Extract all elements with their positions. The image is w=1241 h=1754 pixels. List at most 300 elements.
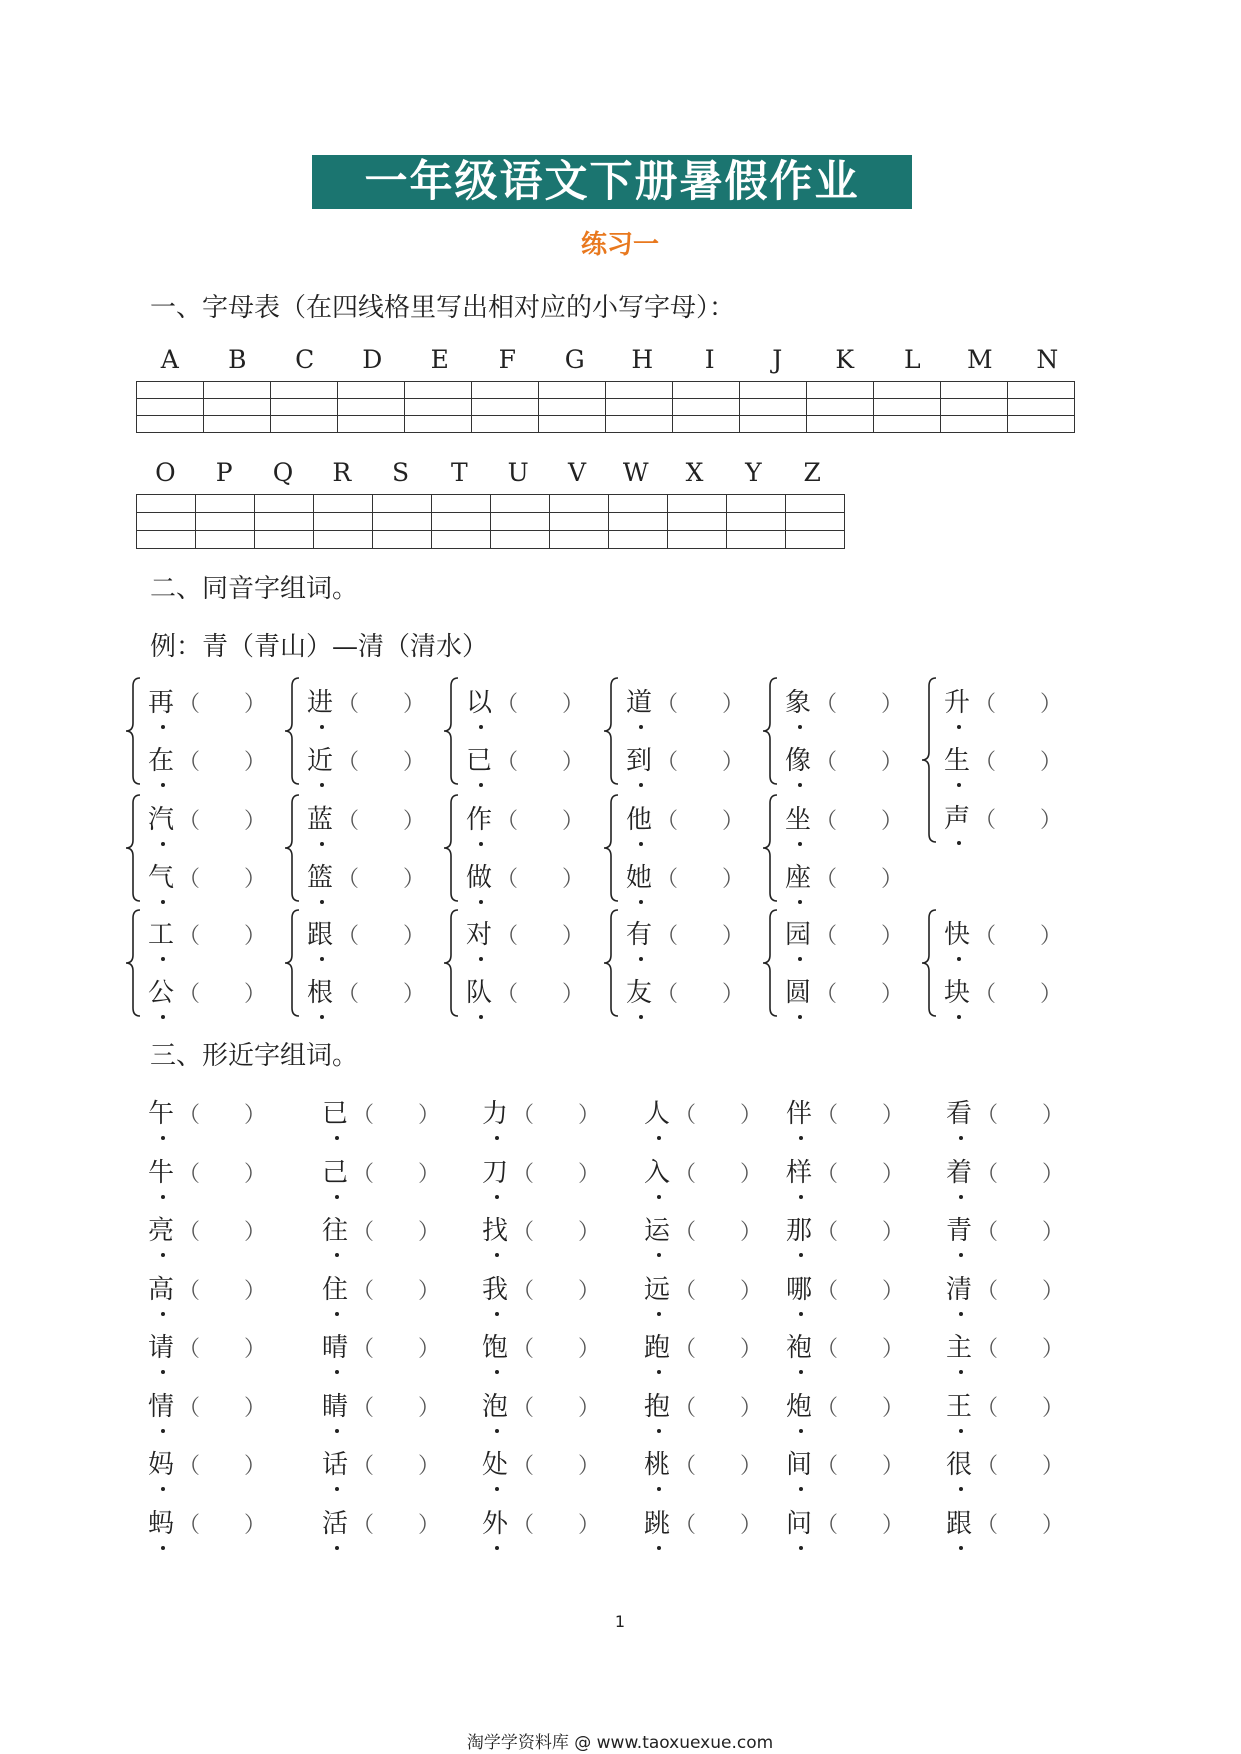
curly-brace <box>124 676 142 786</box>
word-cell <box>148 857 267 894</box>
character: 跑 <box>644 1327 674 1364</box>
word-cell <box>786 1269 905 1306</box>
word-cell <box>148 1152 267 1189</box>
answer-blank[interactable]: （ ） <box>976 1512 1065 1538</box>
character: 座 <box>785 857 815 894</box>
word-cell <box>785 682 904 719</box>
answer-blank[interactable]: （ ） <box>178 809 267 834</box>
word-cell <box>786 1152 905 1189</box>
alphabet-letter: V <box>567 458 586 487</box>
word-cell <box>644 1503 763 1540</box>
alphabet-letter: A <box>160 345 179 374</box>
answer-blank[interactable]: （ ） <box>178 1278 267 1304</box>
character: 进 <box>307 682 337 719</box>
word-cell <box>307 857 426 894</box>
answer-blank[interactable]: （ ） <box>178 692 267 717</box>
answer-blank[interactable]: （ ） <box>178 750 267 775</box>
answer-blank[interactable]: （ ） <box>496 692 585 717</box>
character: 主 <box>946 1327 976 1364</box>
character: 那 <box>786 1210 816 1247</box>
word-cell <box>148 1269 267 1306</box>
character: 已 <box>322 1093 352 1130</box>
character: 抱 <box>644 1386 674 1423</box>
character: 炮 <box>786 1386 816 1423</box>
character: 跟 <box>946 1503 976 1540</box>
word-cell <box>626 914 745 951</box>
word-cell <box>466 972 585 1009</box>
character: 篮 <box>307 857 337 894</box>
word-cell <box>786 1210 905 1247</box>
answer-blank[interactable]: （ ） <box>974 692 1063 717</box>
curly-brace <box>761 676 779 786</box>
word-cell <box>946 1503 1065 1540</box>
word-cell <box>322 1386 441 1423</box>
answer-blank[interactable]: （ ） <box>178 1103 267 1128</box>
word-cell <box>786 1386 905 1423</box>
curly-brace <box>920 908 938 1018</box>
character: 近 <box>307 740 337 777</box>
alphabet-row-2 <box>136 458 842 487</box>
character: 力 <box>482 1093 512 1130</box>
alphabet-letter: F <box>498 345 516 374</box>
answer-blank[interactable]: （ ） <box>496 750 585 775</box>
answer-blank[interactable]: （ ） <box>656 750 745 775</box>
word-cell <box>644 1327 763 1364</box>
character: 住 <box>322 1269 352 1306</box>
answer-blank[interactable]: （ ） <box>674 1512 763 1538</box>
word-cell <box>148 1386 267 1423</box>
character: 我 <box>482 1269 512 1306</box>
word-cell <box>944 972 1063 1009</box>
word-cell <box>626 799 745 836</box>
alphabet-letter: D <box>362 345 383 374</box>
word-cell <box>307 972 426 1009</box>
answer-blank[interactable]: （ ） <box>816 1161 905 1187</box>
character: 快 <box>944 914 974 951</box>
alphabet-letter: G <box>564 345 585 374</box>
word-cell <box>626 857 745 894</box>
answer-blank[interactable]: （ ） <box>512 1454 601 1479</box>
section2-example: 例：青（青山）—清（清水） <box>150 632 489 662</box>
word-cell <box>626 740 745 777</box>
word-cell <box>644 1269 763 1306</box>
character: 公 <box>148 972 178 1009</box>
answer-blank[interactable]: （ ） <box>496 982 585 1007</box>
word-cell <box>322 1210 441 1247</box>
answer-blank[interactable]: （ ） <box>337 982 426 1007</box>
curly-brace <box>442 676 460 786</box>
character: 对 <box>466 914 496 951</box>
word-cell <box>148 972 267 1009</box>
footer-watermark: 淘学学资料库 @ www.taoxuexue.com <box>466 1733 774 1753</box>
answer-blank[interactable]: （ ） <box>352 1337 441 1362</box>
character: 牛 <box>148 1152 178 1189</box>
answer-blank[interactable]: （ ） <box>337 809 426 834</box>
curly-brace <box>283 908 301 1018</box>
character: 看 <box>946 1093 976 1130</box>
answer-blank[interactable]: （ ） <box>816 1337 905 1362</box>
character: 园 <box>785 914 815 951</box>
word-cell <box>644 1444 763 1481</box>
alphabet-letter: J <box>772 345 783 374</box>
answer-blank[interactable]: （ ） <box>352 1161 441 1187</box>
character: 她 <box>626 857 656 894</box>
character: 哪 <box>786 1269 816 1306</box>
character: 汽 <box>148 799 178 836</box>
answer-blank[interactable]: （ ） <box>178 1337 267 1362</box>
character: 气 <box>148 857 178 894</box>
character: 妈 <box>148 1444 178 1481</box>
alphabet-letter: S <box>392 458 410 487</box>
word-cell <box>786 1444 905 1481</box>
answer-blank[interactable]: （ ） <box>674 1220 763 1245</box>
word-cell <box>946 1269 1065 1306</box>
character: 生 <box>944 740 974 777</box>
word-cell <box>148 1327 267 1364</box>
word-cell <box>307 799 426 836</box>
page-number: 1 <box>614 1612 626 1631</box>
character: 桃 <box>644 1444 674 1481</box>
answer-blank[interactable]: （ ） <box>976 1103 1065 1128</box>
word-cell <box>944 798 1063 835</box>
curly-brace <box>283 793 301 903</box>
answer-blank[interactable]: （ ） <box>512 1512 601 1538</box>
answer-blank[interactable]: （ ） <box>816 1278 905 1304</box>
character: 饱 <box>482 1327 512 1364</box>
answer-blank[interactable]: （ ） <box>337 750 426 775</box>
answer-blank[interactable]: （ ） <box>674 1103 763 1128</box>
word-cell <box>786 1503 905 1540</box>
character: 蓝 <box>307 799 337 836</box>
alphabet-letter: R <box>332 458 352 487</box>
alphabet-letter: Q <box>272 458 294 487</box>
four-line-grid-2 <box>136 494 845 549</box>
character: 块 <box>944 972 974 1009</box>
word-cell <box>148 1444 267 1481</box>
character: 活 <box>322 1503 352 1540</box>
curly-brace <box>602 908 620 1018</box>
character: 有 <box>626 914 656 951</box>
answer-blank[interactable]: （ ） <box>976 1220 1065 1245</box>
answer-blank[interactable]: （ ） <box>816 1454 905 1479</box>
character: 跟 <box>307 914 337 951</box>
word-cell <box>785 740 904 777</box>
section1-heading: 一、字母表（在四线格里写出相对应的小写字母）： <box>150 293 736 323</box>
answer-blank[interactable]: （ ） <box>496 867 585 892</box>
word-cell <box>644 1093 763 1130</box>
character: 着 <box>946 1152 976 1189</box>
character: 再 <box>148 682 178 719</box>
word-cell <box>946 1210 1065 1247</box>
alphabet-letter: E <box>430 345 449 374</box>
answer-blank[interactable]: （ ） <box>976 1278 1065 1304</box>
character: 蚂 <box>148 1503 178 1540</box>
answer-blank[interactable]: （ ） <box>512 1220 601 1245</box>
character: 泡 <box>482 1386 512 1423</box>
alphabet-letter: C <box>295 345 315 374</box>
character: 升 <box>944 682 974 719</box>
word-cell <box>482 1444 601 1481</box>
character: 在 <box>148 740 178 777</box>
curly-brace <box>124 793 142 903</box>
answer-blank[interactable]: （ ） <box>976 1454 1065 1479</box>
answer-blank[interactable]: （ ） <box>815 750 904 775</box>
word-cell <box>322 1444 441 1481</box>
character: 请 <box>148 1327 178 1364</box>
answer-blank[interactable]: （ ） <box>656 692 745 717</box>
word-cell <box>482 1503 601 1540</box>
character: 远 <box>644 1269 674 1306</box>
character: 到 <box>626 740 656 777</box>
answer-blank[interactable]: （ ） <box>352 1103 441 1128</box>
word-cell <box>322 1503 441 1540</box>
answer-blank[interactable]: （ ） <box>178 924 267 949</box>
answer-blank[interactable]: （ ） <box>512 1161 601 1187</box>
answer-blank[interactable]: （ ） <box>352 1454 441 1479</box>
character: 像 <box>785 740 815 777</box>
exercise-subtitle: 练习一 <box>580 230 659 260</box>
answer-blank[interactable]: （ ） <box>178 1454 267 1479</box>
word-cell <box>322 1093 441 1130</box>
curly-brace <box>761 908 779 1018</box>
answer-blank[interactable]: （ ） <box>816 1395 905 1421</box>
word-cell <box>785 799 904 836</box>
character: 晴 <box>322 1327 352 1364</box>
alphabet-letter: U <box>507 458 529 487</box>
word-cell <box>466 914 585 951</box>
answer-blank[interactable]: （ ） <box>976 1395 1065 1421</box>
word-cell <box>466 799 585 836</box>
alphabet-letter: M <box>966 345 993 374</box>
alphabet-row-1 <box>136 345 1081 374</box>
answer-blank[interactable]: （ ） <box>178 1220 267 1245</box>
answer-blank[interactable]: （ ） <box>815 692 904 717</box>
character: 工 <box>148 914 178 951</box>
word-cell <box>626 682 745 719</box>
word-cell <box>785 914 904 951</box>
character: 往 <box>322 1210 352 1247</box>
word-cell <box>148 1503 267 1540</box>
character: 已 <box>466 740 496 777</box>
word-cell <box>307 740 426 777</box>
character: 袍 <box>786 1327 816 1364</box>
character: 话 <box>322 1444 352 1481</box>
answer-blank[interactable]: （ ） <box>974 924 1063 949</box>
answer-blank[interactable]: （ ） <box>178 982 267 1007</box>
answer-blank[interactable]: （ ） <box>656 867 745 892</box>
character: 刀 <box>482 1152 512 1189</box>
word-cell <box>482 1386 601 1423</box>
character: 问 <box>786 1503 816 1540</box>
answer-blank[interactable]: （ ） <box>352 1512 441 1538</box>
answer-blank[interactable]: （ ） <box>178 867 267 892</box>
word-cell <box>148 914 267 951</box>
answer-blank[interactable]: （ ） <box>178 1395 267 1421</box>
character: 圆 <box>785 972 815 1009</box>
answer-blank[interactable]: （ ） <box>656 924 745 949</box>
alphabet-letter: P <box>215 458 233 487</box>
character: 人 <box>644 1093 674 1130</box>
answer-blank[interactable]: （ ） <box>496 924 585 949</box>
answer-blank[interactable]: （ ） <box>816 1103 905 1128</box>
word-cell <box>307 682 426 719</box>
character: 根 <box>307 972 337 1009</box>
character: 运 <box>644 1210 674 1247</box>
character: 外 <box>482 1503 512 1540</box>
word-cell <box>944 914 1063 951</box>
alphabet-letter: O <box>155 458 176 487</box>
word-cell <box>466 740 585 777</box>
word-cell <box>482 1093 601 1130</box>
word-cell <box>482 1269 601 1306</box>
curly-brace <box>283 676 301 786</box>
page-title: 一年级语文下册暑假作业 <box>312 155 912 209</box>
answer-blank[interactable]: （ ） <box>352 1220 441 1245</box>
character: 情 <box>148 1386 178 1423</box>
word-cell <box>944 740 1063 777</box>
word-cell <box>644 1152 763 1189</box>
character: 王 <box>946 1386 976 1423</box>
word-cell <box>626 972 745 1009</box>
word-cell <box>944 682 1063 719</box>
answer-blank[interactable]: （ ） <box>512 1278 601 1304</box>
answer-blank[interactable]: （ ） <box>974 750 1063 775</box>
alphabet-letter: T <box>451 458 468 487</box>
alphabet-letter: Y <box>745 458 762 487</box>
answer-blank[interactable]: （ ） <box>337 692 426 717</box>
character: 他 <box>626 799 656 836</box>
section2-heading: 二、同音字组词。 <box>150 574 359 604</box>
word-cell <box>148 1210 267 1247</box>
word-cell <box>786 1327 905 1364</box>
curly-brace <box>442 793 460 903</box>
word-cell <box>482 1152 601 1189</box>
answer-blank[interactable]: （ ） <box>674 1278 763 1304</box>
character: 睛 <box>322 1386 352 1423</box>
answer-blank[interactable]: （ ） <box>974 808 1063 833</box>
word-cell <box>946 1327 1065 1364</box>
answer-blank[interactable]: （ ） <box>815 809 904 834</box>
character: 象 <box>785 682 815 719</box>
answer-blank[interactable]: （ ） <box>674 1395 763 1421</box>
character: 亮 <box>148 1210 178 1247</box>
curly-brace <box>124 908 142 1018</box>
character: 伴 <box>786 1093 816 1130</box>
character: 做 <box>466 857 496 894</box>
word-cell <box>785 857 904 894</box>
character: 处 <box>482 1444 512 1481</box>
curly-brace <box>442 908 460 1018</box>
word-cell <box>946 1152 1065 1189</box>
character: 午 <box>148 1093 178 1130</box>
character: 己 <box>322 1152 352 1189</box>
answer-blank[interactable]: （ ） <box>656 982 745 1007</box>
character: 很 <box>946 1444 976 1481</box>
answer-blank[interactable]: （ ） <box>178 1512 267 1538</box>
answer-blank[interactable]: （ ） <box>976 1337 1065 1362</box>
word-cell <box>644 1386 763 1423</box>
answer-blank[interactable]: （ ） <box>816 1512 905 1538</box>
word-cell <box>307 914 426 951</box>
alphabet-letter: K <box>835 345 855 374</box>
character: 坐 <box>785 799 815 836</box>
answer-blank[interactable]: （ ） <box>496 809 585 834</box>
word-cell <box>322 1269 441 1306</box>
answer-blank[interactable]: （ ） <box>512 1395 601 1421</box>
word-cell <box>946 1444 1065 1481</box>
answer-blank[interactable]: （ ） <box>815 867 904 892</box>
word-cell <box>148 1093 267 1130</box>
word-cell <box>322 1152 441 1189</box>
curly-brace <box>602 793 620 903</box>
alphabet-letter: H <box>631 345 654 374</box>
answer-blank[interactable]: （ ） <box>178 1161 267 1187</box>
word-cell <box>946 1093 1065 1130</box>
answer-blank[interactable]: （ ） <box>815 924 904 949</box>
alphabet-letter: B <box>228 345 247 374</box>
answer-blank[interactable]: （ ） <box>674 1454 763 1479</box>
curly-brace <box>602 676 620 786</box>
character: 清 <box>946 1269 976 1306</box>
answer-blank[interactable]: （ ） <box>674 1337 763 1362</box>
character: 道 <box>626 682 656 719</box>
character: 青 <box>946 1210 976 1247</box>
answer-blank[interactable]: （ ） <box>816 1220 905 1245</box>
word-cell <box>466 857 585 894</box>
character: 高 <box>148 1269 178 1306</box>
answer-blank[interactable]: （ ） <box>337 867 426 892</box>
answer-blank[interactable]: （ ） <box>337 924 426 949</box>
answer-blank[interactable]: （ ） <box>674 1161 763 1187</box>
alphabet-letter: Z <box>803 458 821 487</box>
answer-blank[interactable]: （ ） <box>815 982 904 1007</box>
character: 样 <box>786 1152 816 1189</box>
word-cell <box>322 1327 441 1364</box>
answer-blank[interactable]: （ ） <box>352 1395 441 1421</box>
word-cell <box>482 1210 601 1247</box>
curly-brace <box>761 793 779 903</box>
alphabet-letter: X <box>685 458 704 487</box>
word-cell <box>786 1093 905 1130</box>
answer-blank[interactable]: （ ） <box>512 1337 601 1362</box>
word-cell <box>148 682 267 719</box>
alphabet-letter: N <box>1036 345 1059 374</box>
word-cell <box>148 740 267 777</box>
word-cell <box>946 1386 1065 1423</box>
alphabet-letter: W <box>622 458 649 487</box>
character: 友 <box>626 972 656 1009</box>
answer-blank[interactable]: （ ） <box>512 1103 601 1128</box>
answer-blank[interactable]: （ ） <box>974 982 1063 1007</box>
word-cell <box>482 1327 601 1364</box>
alphabet-letter: L <box>903 345 921 374</box>
answer-blank[interactable]: （ ） <box>656 809 745 834</box>
word-cell <box>644 1210 763 1247</box>
character: 队 <box>466 972 496 1009</box>
curly-brace <box>920 676 938 844</box>
character: 跳 <box>644 1503 674 1540</box>
character: 入 <box>644 1152 674 1189</box>
section3-heading: 三、形近字组词。 <box>150 1041 359 1071</box>
answer-blank[interactable]: （ ） <box>352 1278 441 1304</box>
character: 找 <box>482 1210 512 1247</box>
four-line-grid-1 <box>136 381 1075 433</box>
answer-blank[interactable]: （ ） <box>976 1161 1065 1187</box>
character: 作 <box>466 799 496 836</box>
alphabet-letter: I <box>704 345 715 374</box>
character: 间 <box>786 1444 816 1481</box>
character: 以 <box>466 682 496 719</box>
